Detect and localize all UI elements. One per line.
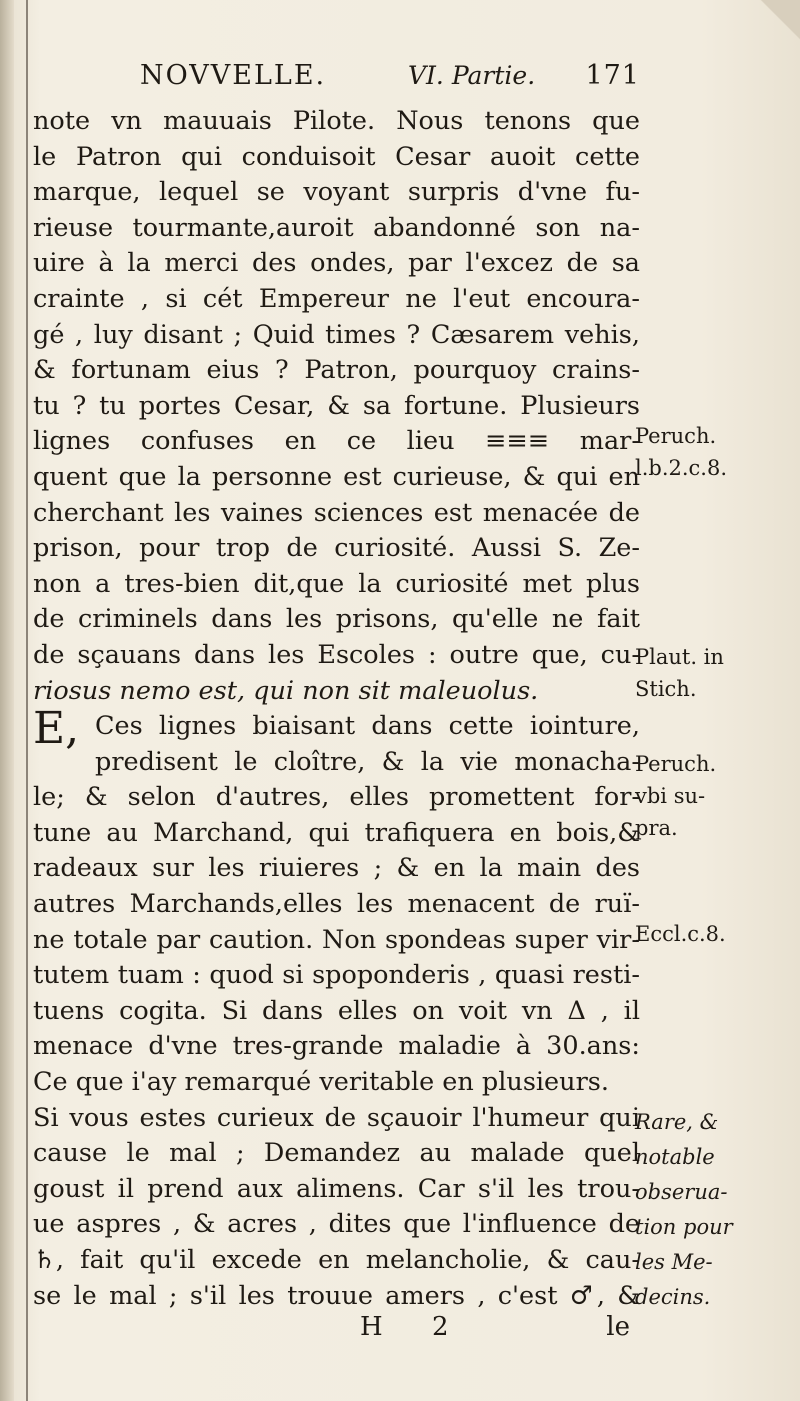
body-line: ♄, fait qu'il excede en melancholie, & cau- xyxy=(33,1245,640,1275)
body-line: tutem tuam : quod si spoponderis , quasi resti- xyxy=(33,960,640,991)
body-line: de sçauans dans les Escoles : outre que, cu- xyxy=(33,639,640,670)
body-line: autres Marchands,elles les menacent de ruï- xyxy=(33,889,640,920)
body-line: tuens cogita. Si dans elles on voit vn Δ , il xyxy=(33,995,640,1026)
page-footer xyxy=(360,1312,630,1352)
body-line: Si vous estes curieux de sçauoir l'humeur qui xyxy=(33,1102,640,1133)
margin-note: Eccl.c.8. xyxy=(635,922,726,946)
body-line: se le mal ; s'il les trouue amers , c'est ♂, & xyxy=(33,1280,640,1311)
margin-note: Peruch. xyxy=(635,424,717,448)
margin-note: obserua- xyxy=(635,1180,728,1204)
body-line: le; & selon d'autres, elles promettent for- xyxy=(33,782,640,813)
margin-note: decins. xyxy=(635,1285,711,1309)
body-line: marque, lequel se voyant surpris d'vne fu- xyxy=(33,177,640,208)
catchword: le xyxy=(606,1312,630,1342)
body-line: ue aspres , & acres , dites que l'influence de xyxy=(33,1209,640,1240)
page-binding-shadow xyxy=(0,0,14,1401)
body-line: quent que la personne est curieuse, & qui en xyxy=(33,461,640,492)
part-label: VI. Partie. xyxy=(408,61,536,90)
body-line: prison, pour trop de curiosité. Aussi S. Ze- xyxy=(33,533,640,564)
running-title: NOVVELLE. xyxy=(140,60,327,91)
signature-letter: H xyxy=(360,1312,383,1342)
body-line: menace d'vne tres-grande maladie à 30.ans: xyxy=(33,1031,640,1062)
margin-note: Rare, & xyxy=(635,1110,719,1134)
body-line: gé , luy disant ; Quid times ? Cæsarem vehis, xyxy=(33,319,640,350)
body-line: radeaux sur les riuieres ; & en la main des xyxy=(33,853,640,884)
body-line: tune au Marchand, qui trafiquera en bois,& xyxy=(33,817,640,848)
body-line: de criminels dans les prisons, qu'elle ne fait xyxy=(33,604,640,635)
margin-note: tion pour xyxy=(635,1215,733,1239)
body-line: Ce que i'ay remarqué veritable en plusieurs. xyxy=(33,1067,609,1098)
body-line: Ces lignes biaisant dans cette iointure, xyxy=(95,711,640,742)
margin-note: pra. xyxy=(635,816,678,840)
body-text xyxy=(33,104,640,1314)
body-line: le Patron qui conduisoit Cesar auoit cette xyxy=(33,141,640,172)
body-line: cherchant les vaines sciences est menacée de xyxy=(33,497,640,528)
signature-number: 2 xyxy=(432,1312,449,1342)
body-line: tu ? tu portes Cesar, & sa fortune. Plusieurs xyxy=(33,390,640,421)
body-line: riosus nemo est, qui non sit maleuolus. xyxy=(33,675,539,706)
body-line: cause le mal ; Demandez au malade quel xyxy=(33,1138,640,1169)
margin-note: Peruch. xyxy=(635,752,717,776)
margin-note: Plaut. in xyxy=(635,645,724,669)
body-line: crainte , si cét Empereur ne l'eut encoura- xyxy=(33,283,640,314)
body-line: note vn mauuais Pilote. Nous tenons que xyxy=(33,106,640,136)
running-header xyxy=(140,60,640,96)
body-line: predisent le cloître, & la vie monacha- xyxy=(95,746,640,777)
margin-note: l.b.2.c.8. xyxy=(635,456,728,480)
body-line: ne totale par caution. Non spondeas super vir- xyxy=(33,924,640,955)
drop-cap: E, xyxy=(33,703,80,754)
body-line: & fortunam eius ? Patron, pourquoy crains- xyxy=(33,355,640,386)
page-gutter-line xyxy=(26,0,28,1401)
body-line: goust il prend aux alimens. Car s'il les trou- xyxy=(33,1173,640,1204)
body-line: rieuse tourmante,auroit abandonné son na- xyxy=(33,212,640,243)
margin-note: les Me- xyxy=(635,1250,713,1274)
margin-note: notable xyxy=(635,1145,715,1169)
body-line: uire à la merci des ondes, par l'excez de sa xyxy=(33,248,640,279)
margin-note: Stich. xyxy=(635,677,697,701)
margin-note: vbi su- xyxy=(635,784,706,808)
body-line: non a tres-bien dit,que la curiosité met plus xyxy=(33,568,640,599)
body-line: lignes confuses en ce lieu ≡≡≡ mar- xyxy=(33,426,640,457)
page-corner-fold xyxy=(760,0,800,40)
page-number: 171 xyxy=(585,60,640,91)
